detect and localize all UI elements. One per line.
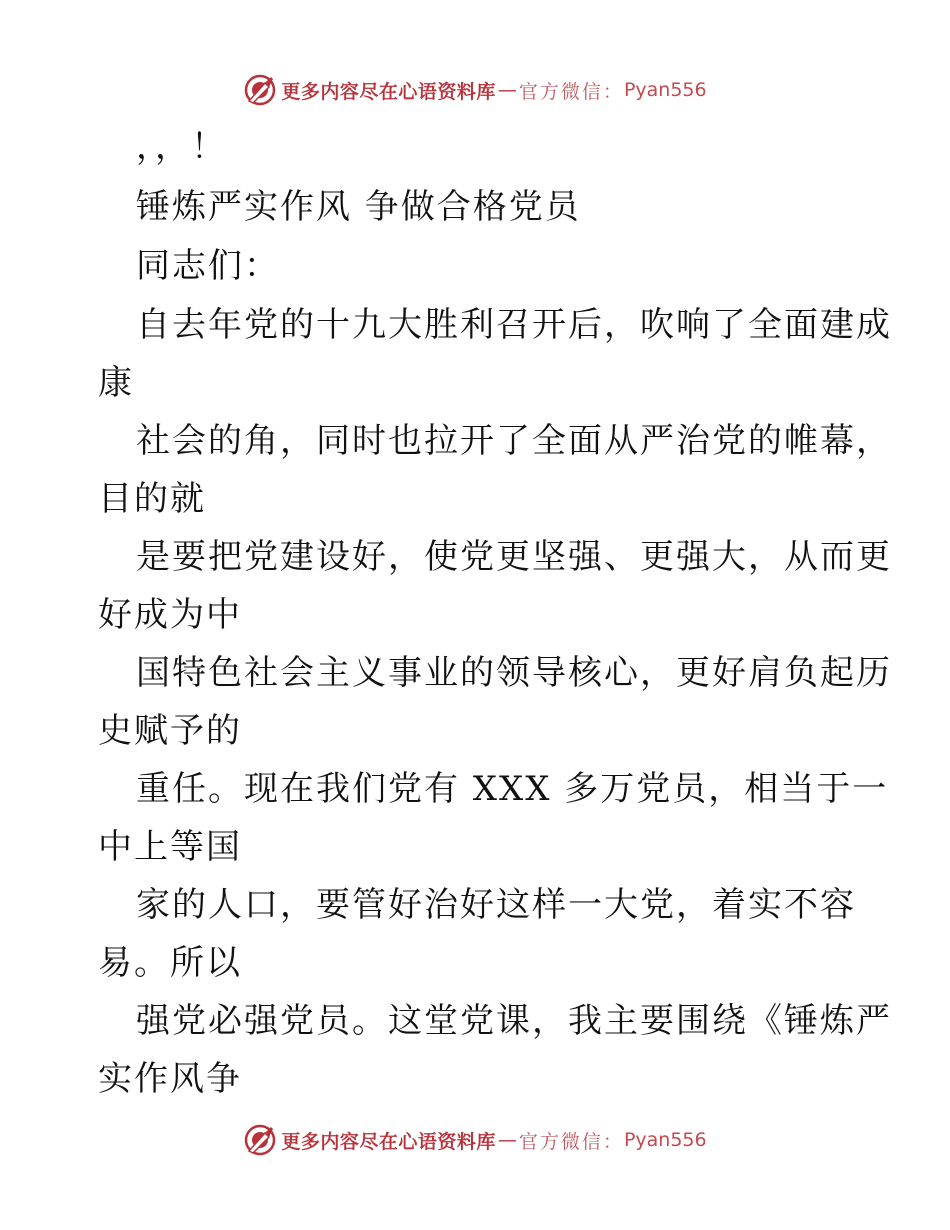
body-line: 重任。现在我们党有 XXX 多万党员，相当于一 [136, 769, 889, 809]
body-line: 康 [98, 363, 134, 403]
watermark-dash: — [497, 79, 517, 101]
footer-watermark [0, 1120, 950, 1160]
body-line: 家的人口，要管好治好这样一大党，着实不容 [136, 885, 856, 925]
body-line: 实作风争 [98, 1059, 242, 1099]
body-line: 目的就 [98, 479, 206, 519]
body-line: 是要把党建设好，使党更坚强、更强大，从而更 [136, 537, 892, 577]
body-line: 强党必强党员。这堂党课，我主要围绕《锤炼严 [136, 1001, 892, 1041]
body-line: 中上等国 [98, 827, 242, 867]
watermark-wechat-label: 官方微信： [518, 80, 624, 103]
body-line: 社会的角，同时也拉开了全面从严治党的帷幕， [136, 421, 892, 461]
watermark-main-text: 更多内容尽在心语资料库 [281, 80, 496, 103]
watermark-wechat-id: Pyan556 [623, 79, 707, 101]
salutation: 同志们： [136, 246, 280, 286]
body-line: 史赋予的 [98, 711, 242, 751]
body-line: 国特色社会主义事业的领导核心，更好肩负起历 [136, 653, 892, 693]
watermark-main-text: 更多内容尽在心语资料库 [281, 1130, 496, 1153]
watermark-wechat-label: 官方微信： [518, 1130, 624, 1153]
body-line: 好成为中 [98, 595, 242, 635]
watermark-wechat-id: Pyan556 [623, 1129, 707, 1151]
pen-nib-logo-icon [243, 1123, 277, 1157]
watermark-dash: — [497, 1129, 517, 1151]
document-title: 锤炼严实作风 争做合格党员 [136, 187, 581, 227]
body-line: 自去年党的十九大胜利召开后，吹响了全面建成 [136, 305, 892, 345]
body-line: 易。所以 [98, 943, 242, 983]
punctuation-line: ，，！ [136, 127, 227, 167]
